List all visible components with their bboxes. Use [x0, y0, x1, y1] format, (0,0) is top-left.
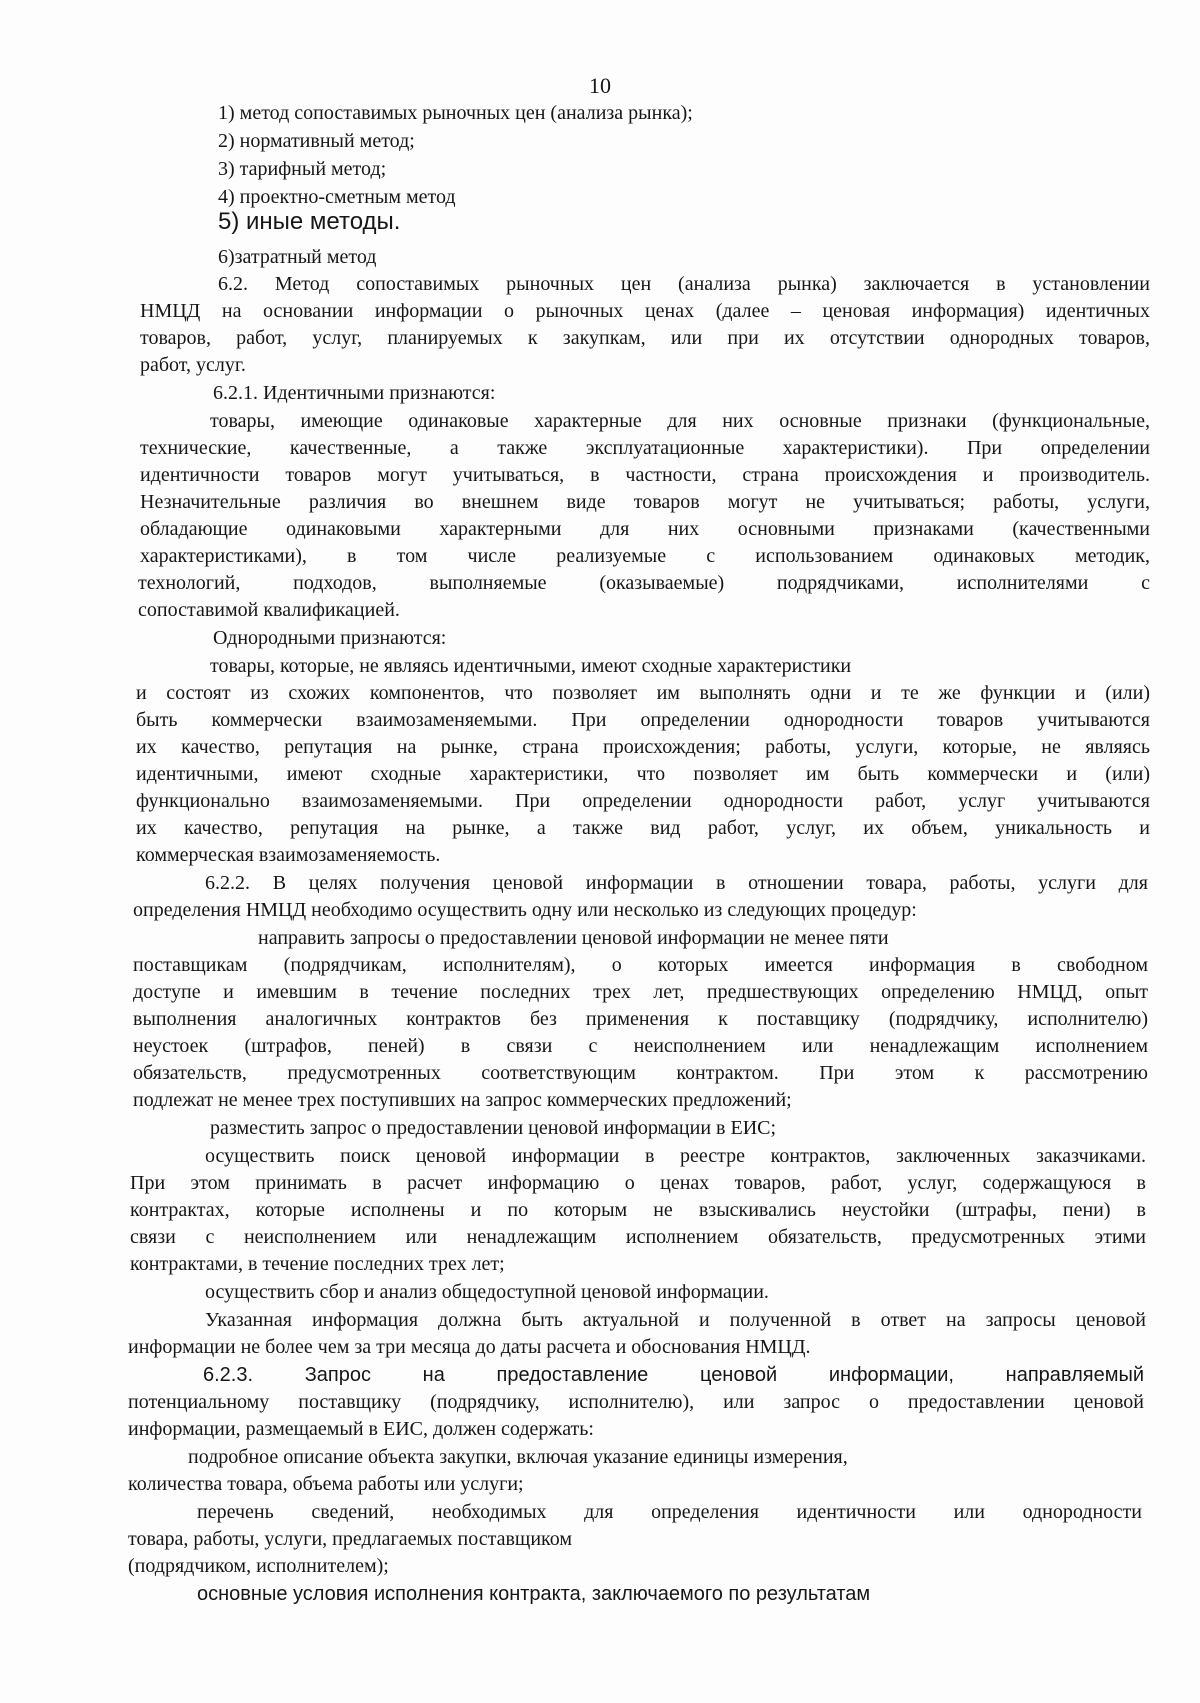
text-line: неустоек (штрафов, пеней) в связи с неисполнением или ненадлежащим исполнением [133, 1035, 1148, 1057]
text-line: При этом принимать в расчет информацию о ценах товаров, работ, услуг, содержащуюся в [130, 1172, 1146, 1194]
text-line: подробное описание объекта закупки, включая указание единицы измерения, [188, 1446, 848, 1468]
text-line: 1) метод сопоставимых рыночных цен (анализа рынка); [218, 102, 693, 124]
text-line: работ, услуг. [140, 354, 246, 376]
text-line: коммерческая взаимозаменяемость. [136, 844, 441, 866]
text-line: информации не более чем за три месяца до даты расчета и обоснования НМЦД. [128, 1336, 811, 1358]
text-line: контрактами, в течение последних трех лет; [130, 1253, 505, 1275]
text-line: доступе и имевшим в течение последних трех лет, предшествующих определению НМЦД, опыт [133, 981, 1148, 1003]
text-line: товары, имеющие одинаковые характерные для них основные признаки (функциональные, [210, 410, 1150, 432]
page-number: 10 [589, 73, 611, 98]
text-line: товары, которые, не являясь идентичными, имеют сходные характеристики [210, 655, 852, 677]
text-line: их качество, репутация на рынке, страна происхождения; работы, услуги, которые, не являясь [136, 736, 1150, 758]
text-line: 2) нормативный метод; [218, 130, 415, 152]
text-line: (подрядчиком, исполнителем); [128, 1555, 389, 1577]
text-line: разместить запрос о предоставлении ценовой информации в ЕИС; [210, 1117, 777, 1139]
text-line: основные условия исполнения контракта, заключаемого по результатам [197, 1583, 871, 1605]
text-line: 3) тарифный метод; [218, 158, 387, 180]
text-line: характеристиками), в том числе реализуемые с использованием одинаковых методик, [140, 545, 1150, 567]
text-line: 6)затратный метод [218, 246, 377, 268]
text-line: идентичности товаров могут учитываться, в частности, страна происхождения и производитель. [140, 464, 1150, 486]
text-line: контрактах, которые исполнены и по которым не взыскивались неустойки (штрафы, пени) в [130, 1199, 1146, 1221]
text-line: связи с неисполнением или ненадлежащим исполнением обязательств, предусмотренных этими [130, 1226, 1146, 1248]
text-line: быть коммерчески взаимозаменяемыми. При определении однородности товаров учитываются [136, 709, 1150, 731]
text-line: количества товара, объема работы или услуги; [128, 1473, 524, 1495]
text-line: подлежат не менее трех поступивших на запрос коммерческих предложений; [133, 1089, 792, 1111]
text-line: осуществить сбор и анализ общедоступной ценовой информации. [205, 1281, 769, 1303]
text-line: 6.2.3. Запрос на предоставление ценовой информации, направляемый [203, 1364, 1144, 1386]
text-line: сопоставимой квалификацией. [138, 599, 400, 621]
text-line: поставщикам (подрядчикам, исполнителям), о которых имеется информация в свободном [133, 954, 1148, 976]
text-line: и состоят из схожих компонентов, что позволяет им выполнять одни и те же функции и (или) [136, 682, 1150, 704]
text-line: их качество, репутация на рынке, а также вид работ, услуг, их объем, уникальность и [136, 817, 1150, 839]
text-line: функционально взаимозаменяемыми. При определении однородности работ, услуг учитываются [136, 790, 1150, 812]
text-line: направить запросы о предоставлении ценовой информации не менее пяти [258, 927, 889, 949]
text-line: Однородными признаются: [213, 627, 447, 649]
text-line: 6.2.2. В целях получения ценовой информации в отношении товара, работы, услуги для [205, 872, 1148, 894]
text-line: перечень сведений, необходимых для определения идентичности или однородности [197, 1501, 1142, 1523]
text-line: товара, работы, услуги, предлагаемых поставщиком [128, 1528, 573, 1550]
text-line: НМЦД на основании информации о рыночных ценах (далее – ценовая информация) идентичных [140, 300, 1150, 322]
text-line: Указанная информация должна быть актуальной и полученной в ответ на запросы ценовой [205, 1309, 1146, 1331]
text-line: потенциальному поставщику (подрядчику, исполнителю), или запрос о предоставлении ценовой [128, 1391, 1144, 1413]
text-line: товаров, работ, услуг, планируемых к закупкам, или при их отсутствии однородных товаров, [140, 327, 1150, 349]
text-line: обладающие одинаковыми характерными для них основными признаками (качественными [140, 518, 1150, 540]
text-line: осуществить поиск ценовой информации в реестре контрактов, заключенных заказчиками. [205, 1145, 1146, 1167]
text-line: определения НМЦД необходимо осуществить одну или несколько из следующих процедур: [133, 899, 917, 921]
text-line: идентичными, имеют сходные характеристики, что позволяет им быть коммерчески и (или) [136, 763, 1150, 785]
text-line: обязательств, предусмотренных соответствующим контрактом. При этом к рассмотрению [133, 1062, 1148, 1084]
text-line: 5) иные методы. [218, 208, 401, 235]
text-line: технологий, подходов, выполняемые (оказываемые) подрядчиками, исполнителями с [138, 572, 1150, 594]
text-line: 6.2. Метод сопоставимых рыночных цен (анализа рынка) заключается в установлении [218, 273, 1150, 295]
text-line: 4) проектно-сметным метод [218, 186, 456, 208]
text-line: информации, размещаемый в ЕИС, должен содержать: [128, 1418, 594, 1440]
text-line: 6.2.1. Идентичными признаются: [213, 382, 496, 404]
text-line: Незначительные различия во внешнем виде товаров могут не учитываться; работы, услуги, [140, 491, 1150, 513]
text-line: выполнения аналогичных контрактов без применения к поставщику (подрядчику, исполнителю) [133, 1008, 1148, 1030]
text-line: технические, качественные, а также эксплуатационные характеристики). При определении [140, 437, 1150, 459]
